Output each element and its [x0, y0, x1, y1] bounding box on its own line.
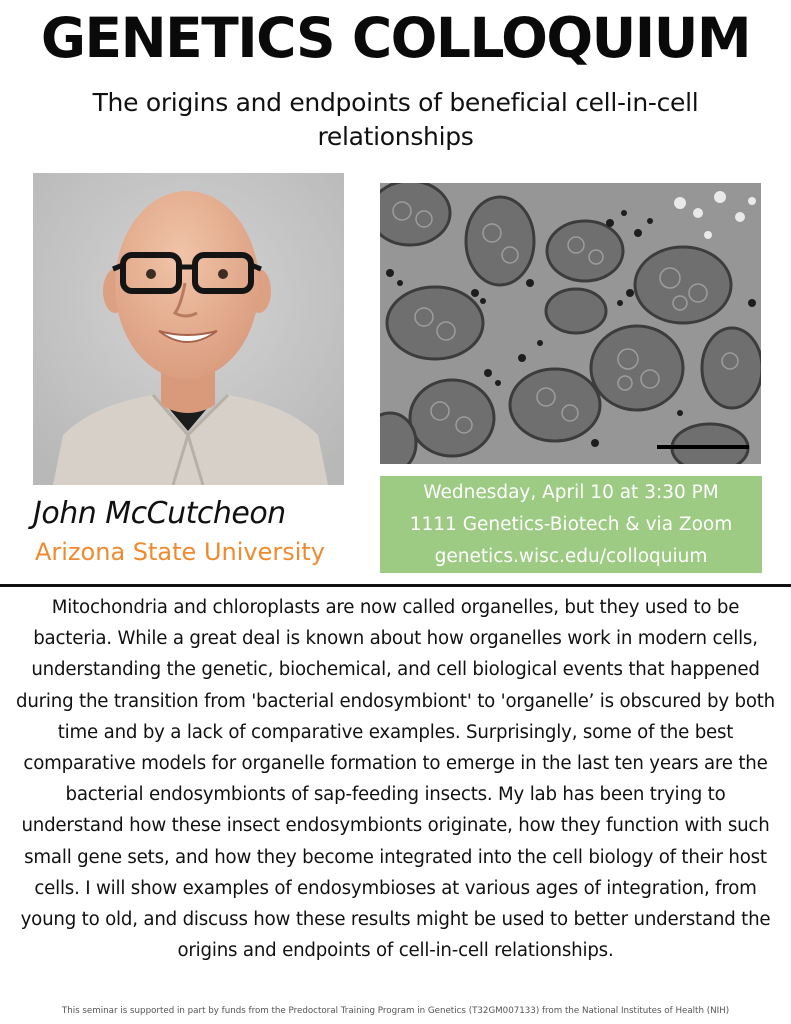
speaker-name: John McCutcheon	[33, 496, 286, 531]
microscopy-image	[380, 183, 761, 464]
page-title: GENETICS COLLOQUIUM	[40, 6, 751, 70]
abstract-text: Mitochondria and chloroplasts are now called organelles, but they used to be bacteria. While a great deal is known about how organelles work in modern cells, understanding the genetic, biochemical, and cell biological events that happened during the transition from 'bacterial endosymbiont' to 'organelle’ is obscured by both time and by a lack of comparative examples. Surprisingly, some of the best comparative models for organelle formation to emerge in the last ten years are the bacterial endosymbionts of sap-feeding insects. My lab has been trying to understand how these insect endosymbionts originate, how they function with such small gene sets, and how they become integrated into the cell biology of their host cells. I will show examples of endosymbioses at various ages of integration, from young to old, and discuss how these results might be used to better understand the origins and endpoints of cell-in-cell relationships.	[15, 597, 776, 962]
funding-footer: This seminar is supported in part by funds from the Predoctoral Training Program in Genetics (T32GM007133) from the National Institutes of Health (NIH)	[61, 1006, 730, 1016]
speaker-affiliation: Arizona State University	[35, 538, 326, 566]
event-location: 1111 Genetics-Biotech & via Zoom	[409, 514, 733, 535]
talk-title: The origins and endpoints of beneficial cell-in-cell relationships	[92, 88, 699, 151]
event-url[interactable]: genetics.wisc.edu/colloquium	[434, 546, 708, 567]
event-datetime: Wednesday, April 10 at 3:30 PM	[423, 482, 719, 503]
speaker-photo	[33, 173, 344, 485]
divider	[0, 584, 791, 587]
event-info-box	[380, 476, 762, 573]
